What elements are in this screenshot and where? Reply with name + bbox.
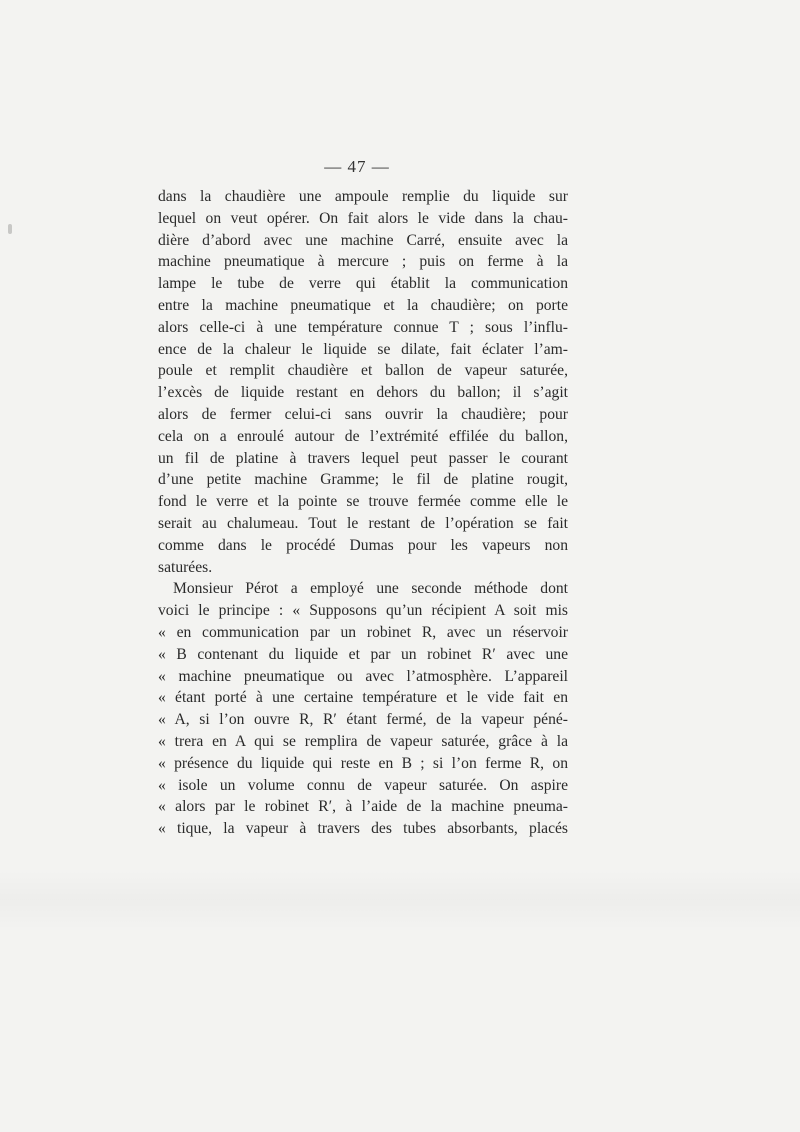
text-line: « présence du liquide qui reste en B ; si l’on ferme R, on	[158, 754, 568, 772]
text-line: « isole un volume connu de vapeur saturée. On aspire	[158, 776, 568, 794]
text-line: lampe le tube de verre qui établit la communication	[158, 275, 568, 293]
body-text	[158, 186, 568, 840]
text-line: « étant porté à une certaine température et le vide fait en	[158, 689, 568, 707]
text-line: poule et remplit chaudière et ballon de vapeur saturée,	[158, 362, 568, 380]
text-line: saturées.	[158, 558, 213, 576]
text-line: « trera en A qui se remplira de vapeur saturée, grâce à la	[158, 732, 568, 750]
text-line: lequel on veut opérer. On fait alors le vide dans la chau-	[158, 209, 568, 227]
text-line: un fil de platine à travers lequel peut passer le courant	[158, 449, 568, 467]
paragraph-2	[158, 578, 568, 840]
text-line: ence de la chaleur le liquide se dilate, fait éclater l’am-	[158, 340, 568, 358]
text-line: voici le principe : « Supposons qu’un récipient A soit mis	[158, 602, 568, 620]
text-line: l’excès de liquide restant en dehors du ballon; il s’agit	[158, 384, 568, 402]
text-line: « machine pneumatique ou avec l’atmosphère. L’appareil	[158, 667, 568, 685]
text-line: « B contenant du liquide et par un robinet R′ avec une	[158, 645, 568, 663]
text-line: machine pneumatique à mercure ; puis on ferme à la	[158, 253, 568, 271]
text-line: « A, si l’on ouvre R, R′ étant fermé, de la vapeur péné-	[158, 711, 568, 729]
text-line: comme dans le procédé Dumas pour les vapeurs non	[158, 536, 568, 554]
text-line: « alors par le robinet R′, à l’aide de la machine pneuma-	[158, 798, 568, 816]
text-line: dière d’abord avec une machine Carré, ensuite avec la	[158, 231, 568, 249]
text-line: alors de fermer celui-ci sans ouvrir la chaudière; pour	[158, 405, 568, 423]
text-line: alors celle-ci à une température connue T ; sous l’influ-	[158, 318, 568, 336]
text-line: Monsieur Pérot a employé une seconde méthode dont	[173, 580, 568, 598]
text-line: « tique, la vapeur à travers des tubes absorbants, placés	[158, 820, 568, 838]
page-edge-mark	[8, 224, 12, 234]
text-line: dans la chaudière une ampoule remplie du liquide sur	[158, 188, 568, 205]
text-line: « en communication par un robinet R, avec un réservoir	[158, 623, 568, 641]
text-line: cela on a enroulé autour de l’extrémité effilée du ballon,	[158, 427, 568, 445]
text-line: entre la machine pneumatique et la chaudière; on porte	[158, 296, 568, 314]
text-line: serait au chalumeau. Tout le restant de l’opération se fait	[158, 514, 568, 532]
paragraph-1	[158, 186, 568, 578]
scan-smudge	[0, 870, 800, 930]
text-line: fond le verre et la pointe se trouve fermée comme elle le	[158, 493, 568, 511]
page-number: — 47 —	[324, 157, 390, 176]
text-line: d’une petite machine Gramme; le fil de platine rougit,	[158, 471, 568, 489]
